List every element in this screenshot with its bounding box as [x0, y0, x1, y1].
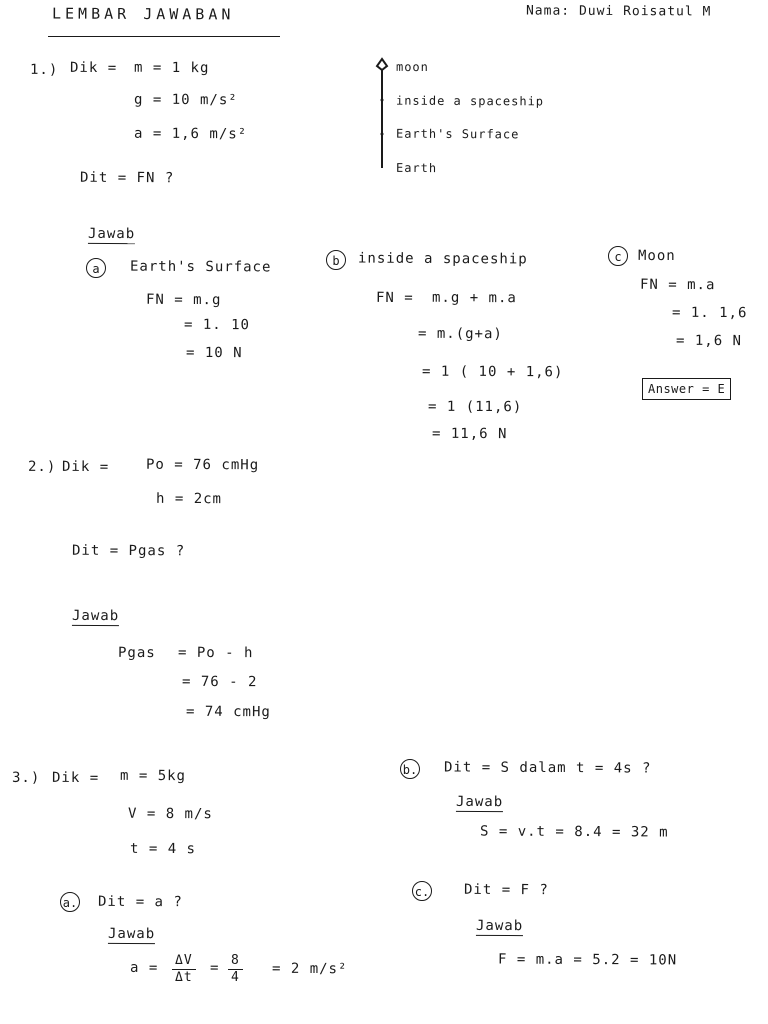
q1-part-a-step: = 1. 10 — [183, 316, 251, 334]
q1-part-b-result: = 11,6 N — [431, 425, 508, 443]
q1-part-c-result: = 1,6 N — [675, 332, 743, 350]
scale-label-earth: Earth — [395, 160, 438, 176]
fraction-numerator-value: 8 — [228, 953, 243, 970]
q1-number: 1.) — [29, 61, 59, 79]
q2-result: = 74 cmHg — [185, 703, 271, 721]
q1-given-accel: a = 1,6 m/s² — [133, 125, 248, 143]
q1-part-c-formula: FN = m.a — [639, 276, 716, 294]
q1-part-b-lhs: FN = — [375, 289, 414, 307]
fraction-denominator-delta-t: Δt — [175, 970, 193, 985]
q2-step: = 76 - 2 — [181, 673, 258, 691]
q3-given-mass: m = 5kg — [119, 767, 187, 785]
q3-part-a-equals: = — [209, 959, 220, 977]
q3-dik-label: Dik = — [51, 769, 100, 787]
title-underline — [48, 36, 280, 37]
student-name: Nama: Duwi Roisatul M — [525, 3, 712, 20]
q1-part-b-step1: = m.(g+a) — [417, 325, 503, 343]
q2-lhs: Pgas — [117, 644, 156, 662]
q2-given-height: h = 2cm — [155, 490, 223, 508]
q3-part-a-jawab: Jawab — [107, 925, 156, 943]
q3-part-a-fraction-delta — [172, 953, 196, 986]
q3-part-a-dit: Dit = a ? — [97, 893, 183, 911]
scale-label-earth-surface: Earth's Surface — [395, 126, 520, 142]
q3-part-a-fraction-values — [228, 953, 243, 986]
q1-part-b-step2: = 1 ( 10 + 1,6) — [421, 363, 564, 381]
q3-part-a-marker: a. — [60, 892, 80, 912]
q3-part-b-dit: Dit = S dalam t = 4s ? — [443, 759, 652, 777]
q3-part-b-jawab: Jawab — [455, 793, 504, 811]
fraction-denominator-value: 4 — [231, 970, 240, 985]
q1-dik-label: Dik = — [69, 59, 118, 77]
q1-part-c-title: Moon — [637, 247, 676, 265]
scale-label-spaceship: inside a spaceship — [395, 93, 545, 109]
q1-part-b-step3: = 1 (11,6) — [427, 398, 523, 416]
q2-formula: = Po - h — [177, 644, 254, 662]
q1-part-b-title: inside a spaceship — [357, 250, 528, 268]
q1-part-a-formula: FN = m.g — [145, 291, 222, 309]
q3-part-c-result: F = m.a = 5.2 = 10N — [497, 951, 678, 969]
scale-label-moon: moon — [395, 59, 429, 75]
q3-given-time: t = 4 s — [129, 840, 197, 858]
q1-given-mass: m = 1 kg — [133, 59, 210, 77]
q3-number: 3.) — [11, 769, 41, 787]
q3-part-c-dit: Dit = F ? — [463, 881, 549, 899]
q1-part-a-result: = 10 N — [185, 344, 243, 362]
q2-jawab-heading: Jawab — [71, 607, 120, 625]
q3-part-c-marker: c. — [412, 881, 432, 901]
q1-part-c-step: = 1. 1,6 — [671, 304, 748, 322]
q3-part-a-lhs: a = — [129, 959, 159, 977]
answer-box: Answer = E — [642, 378, 731, 400]
fraction-numerator-delta-v: ΔV — [172, 953, 196, 970]
q3-part-a-result: = 2 m/s² — [271, 960, 348, 978]
q3-part-c-jawab: Jawab — [475, 917, 524, 935]
scale-axis — [372, 56, 392, 176]
q1-part-b-formula: m.g + m.a — [431, 289, 517, 307]
q1-part-b-marker: b — [326, 250, 346, 270]
q1-given-gravity: g = 10 m/s² — [133, 91, 238, 109]
q1-jawab-heading: Jawab — [87, 225, 136, 243]
q1-part-a-marker: a — [86, 258, 106, 278]
sheet-title: LEMBAR JAWABAN — [51, 4, 235, 24]
q3-part-b-result: S = v.t = 8.4 = 32 m — [479, 823, 669, 841]
q1-part-c-marker: c — [608, 246, 628, 266]
q2-number: 2.) — [27, 458, 57, 476]
q2-dit: Dit = Pgas ? — [71, 542, 186, 560]
q2-given-pressure: Po = 76 cmHg — [145, 456, 260, 474]
q2-dik-label: Dik = — [61, 458, 110, 476]
q3-given-velocity: V = 8 m/s — [127, 805, 213, 823]
q1-part-a-title: Earth's Surface — [129, 258, 272, 276]
q3-part-b-marker: b. — [400, 759, 420, 779]
q1-dit: Dit = FN ? — [79, 169, 175, 187]
